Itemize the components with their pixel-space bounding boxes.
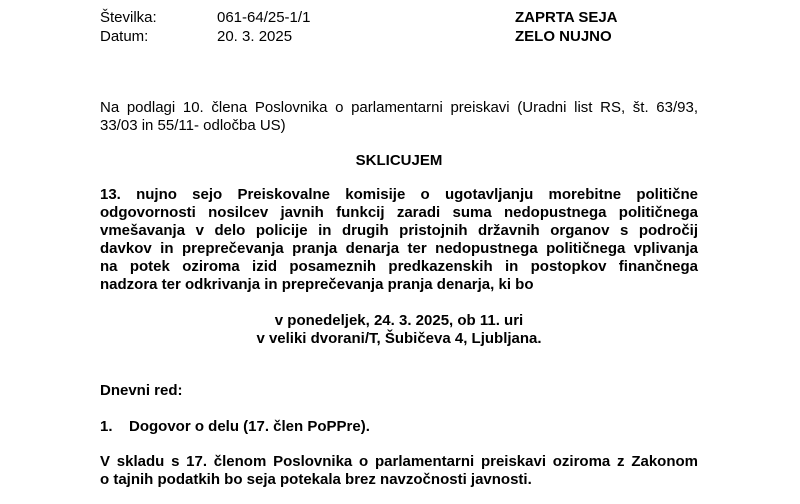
- number-label: Številka:: [100, 9, 157, 26]
- legal-basis-line: 33/03 in 55/11- odločba US): [100, 117, 286, 134]
- closing-line: V skladu s 17. členom Poslovnika o parlamentarni preiskavi oziroma z Zakonom: [100, 453, 698, 470]
- meeting-when: v ponedeljek, 24. 3. 2025, ob 11. uri: [274, 312, 524, 329]
- legal-basis: [100, 99, 698, 135]
- convocation-paragraph: [100, 186, 698, 294]
- closing-paragraph: [100, 453, 698, 489]
- classification-label: ZAPRTA SEJA: [515, 9, 618, 26]
- heading-sklicujem: SKLICUJEM: [355, 152, 443, 169]
- convocation-line: odgovornosti nosilcev javnih funkcij zaradi suma nedopustnega političnega: [100, 204, 698, 221]
- date-label: Datum:: [100, 28, 149, 45]
- convocation-line: 13. nujno sejo Preiskovalne komisije o ugotavljanju morebitne politične: [100, 186, 698, 203]
- convocation-line: na potek oziroma izid posameznih predkazenskih in postopkov finančnega: [100, 258, 698, 275]
- closing-line: o tajnih podatkih bo seja potekala brez navzočnosti javnosti.: [100, 471, 532, 488]
- agenda-item-number: 1.: [100, 418, 113, 435]
- legal-basis-line: Na podlagi 10. člena Poslovnika o parlamentarni preiskavi (Uradni list RS, št. 63/93,: [100, 99, 698, 116]
- agenda-item-text: Dogovor o delu (17. člen PoPPre).: [129, 418, 370, 435]
- convocation-line: davkov in preprečevanja pranja denarja ter nedopustnega političnega vplivanja: [100, 240, 698, 257]
- urgency-label: ZELO NUJNO: [515, 28, 612, 45]
- convocation-line: vmešavanja v delo policije in drugih pristojnih državnih organov s področij: [100, 222, 698, 239]
- agenda-title: Dnevni red:: [100, 382, 183, 399]
- meeting-where: v veliki dvorani/T, Šubičeva 4, Ljubljana.: [256, 330, 542, 347]
- convocation-line: nadzora ter odkrivanja in preprečevanja pranja denarja, ki bo: [100, 276, 534, 293]
- number-value: 061-64/25-1/1: [217, 9, 311, 26]
- date-value: 20. 3. 2025: [217, 28, 293, 45]
